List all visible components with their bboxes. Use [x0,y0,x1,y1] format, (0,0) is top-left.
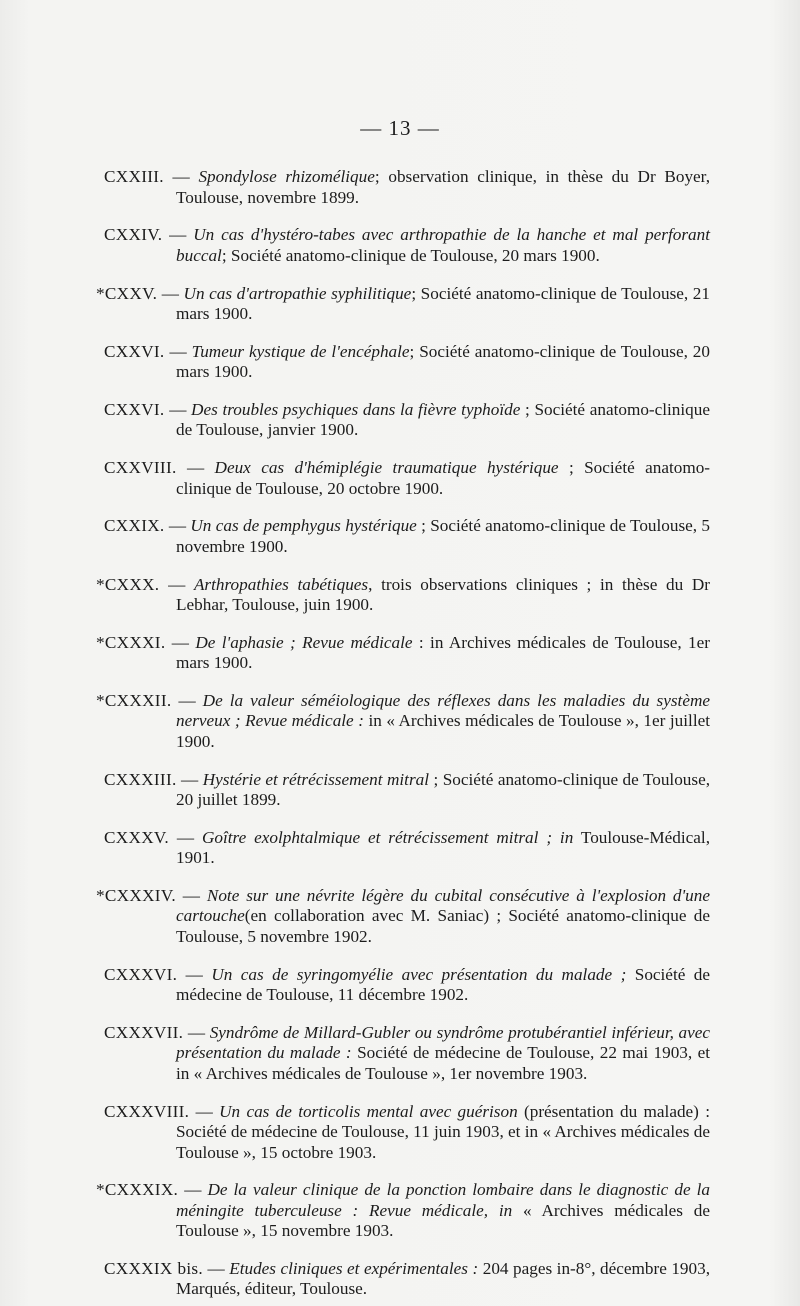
entry-number: *CXXV. [96,283,158,303]
entry-dash: — [183,1022,210,1042]
entry-details: : in Archives médicales de Toulouse, 1er mars 1900. [176,632,711,673]
entry-number: CXXVIII. [104,458,177,478]
entry-number: CXXVI. [104,399,165,419]
entry-dash: — [164,399,192,419]
entry-title: Syndrôme de Millard-Gubler ou syndrôme protubérantiel inférieur, avec présentation du malade : [176,1022,710,1063]
entry-details: , trois observations cliniques ; in thèse du Dr Lebhar, Toulouse, juin 1900. [176,574,711,614]
list-item [96,885,710,948]
list-item [104,516,710,557]
bibliography-list [96,150,711,1306]
entry-dash: — [162,225,194,245]
list-item [104,458,710,499]
list-item [96,1180,710,1242]
entry-details: ; Société anatomo-clinique de Toulouse, 5 novembre 1900. [176,516,711,556]
entry-number: CXXXIII. [104,769,177,789]
entry-number: CXXIV. [104,225,163,245]
entry-number: CXXXIX bis. [104,1258,203,1278]
entry-dash: — [165,632,196,652]
entry-dash: — [164,516,191,536]
list-item [104,400,710,441]
entry-number: CXXXV. [104,827,169,847]
list-item [104,965,710,1006]
entry-title: Etudes cliniques et expérimentales : [229,1258,479,1278]
entry-dash: — [176,769,203,789]
entry-details: Toulouse-Médical, 1901. [176,827,710,868]
entry-details: ; Société anatomo-clinique de Toulouse, 20 juillet 1899. [176,769,711,810]
list-item [104,225,710,266]
entry-dash: — [175,885,207,905]
list-item [104,167,710,208]
list-item [96,632,711,674]
entry-details: ; Société anatomo-clinique de Toulouse, 21 mars 1900. [176,283,710,324]
list-item [96,283,710,325]
entry-dash: — [176,458,215,478]
list-item [96,690,711,753]
entry-details: (en collaboration avec M. Saniac) ; Société anatomo-clinique de Toulouse, 5 novembre 1902. [176,906,710,946]
entry-number: *CXXXII. [96,690,172,710]
entry-title: Un cas d'artropathie syphilitique [183,283,412,303]
entry-details: Société de médecine de Toulouse, 11 décembre 1902. [176,964,711,1005]
entry-title: Arthropathies tabétiques [193,574,369,594]
entry-title: De l'aphasie ; Revue médicale [195,632,413,652]
entry-details: ; Société anatomo-clinique de Toulouse, 20 mars 1900. [221,245,600,265]
entry-details: Société de médecine de Toulouse, 22 mai 1903, et in « Archives médicales de Toulouse », 1er novembre 1903. [176,1043,710,1083]
entry-title: Un cas d'hystéro-tabes avec arthropathie de la hanche et mal perforant buccal [176,225,710,265]
entry-dash: — [171,690,203,710]
list-item [104,770,710,811]
list-item [96,574,711,616]
entry-title: Hystérie et rétrécissement mitral [202,769,430,789]
entry-details: ; Société anatomo-clinique de Toulouse, 20 mars 1900. [176,341,710,382]
entry-dash: — [163,167,199,187]
entry-number: CXXIX. [104,516,165,536]
page-number: — 13 — [360,116,440,140]
entry-title: Tumeur kystique de l'encéphale [191,341,410,361]
entry-title: Un cas de torticolis mental avec guérison [219,1101,518,1121]
entry-title: Un cas de pemphygus hystérique [190,516,417,536]
entry-dash: — [169,827,202,847]
entry-number: CXXXVI. [104,964,178,984]
entry-dash: — [189,1101,220,1121]
entry-details: « Archives médicales de Toulouse », 15 novembre 1903. [176,1200,710,1241]
list-item [104,1259,710,1300]
entry-number: *CXXX. [96,574,160,594]
entry-title: De la valeur séméiologique des réflexes dans les maladies du système nerveux ; Revue médicale : [176,690,711,731]
entry-details: (présentation du malade) : Société de médecine de Toulouse, 11 juin 1903, et in « Archives médicales de Toulouse », 15 octobre 1903. [176,1101,711,1162]
entry-title: Spondylose rhizomélique [198,167,375,187]
entry-details: ; Société anatomo-clinique de Toulouse, 20 octobre 1900. [176,458,711,498]
entry-details: ; observation clinique, in thèse du Dr Boyer, Toulouse, novembre 1899. [176,167,710,207]
entry-details: 204 pages in-8°, décembre 1903, Marqués, éditeur, Toulouse. [176,1258,710,1299]
entry-title: Deux cas d'hémiplégie traumatique hystérique [214,458,559,478]
entry-title: De la valeur clinique de la ponction lombaire dans le diagnostic de la méningite tuberculeuse : Revue médicale, in [176,1180,710,1220]
entry-number: CXXVI. [104,341,165,361]
entry-title: Un cas de syringomyélie avec présentation du malade ; [211,964,627,984]
entry-dash: — [177,964,212,984]
entry-details: ; Société anatomo-clinique de Toulouse, janvier 1900. [176,399,710,440]
list-item [104,1102,710,1164]
entry-title: Des troubles psychiques dans la fièvre typhoïde [191,399,521,419]
list-item [104,1023,710,1085]
list-item [104,342,710,383]
entry-number: *CXXXIV. [96,885,176,905]
entry-number: *CXXXI. [96,632,166,652]
entry-number: CXXXVII. [104,1022,184,1042]
entry-details: in « Archives médicales de Toulouse », 1er juillet 1900. [176,711,710,751]
list-item [104,828,710,869]
entry-dash: — [203,1258,230,1278]
entry-title: Goître exolphtalmique et rétrécissement mitral ; in [201,827,574,847]
entry-number: *CXXXIX. [96,1180,179,1200]
entry-title: Note sur une névrite légère du cubital consécutive à l'explosion d'une cartouche [176,885,710,926]
entry-dash: — [178,1180,208,1200]
entry-dash: — [159,574,194,594]
entry-number: CXXXVIII. [104,1101,190,1121]
entry-dash: — [157,283,184,303]
entry-number: CXXIII. [104,167,164,187]
entry-dash: — [164,341,192,361]
